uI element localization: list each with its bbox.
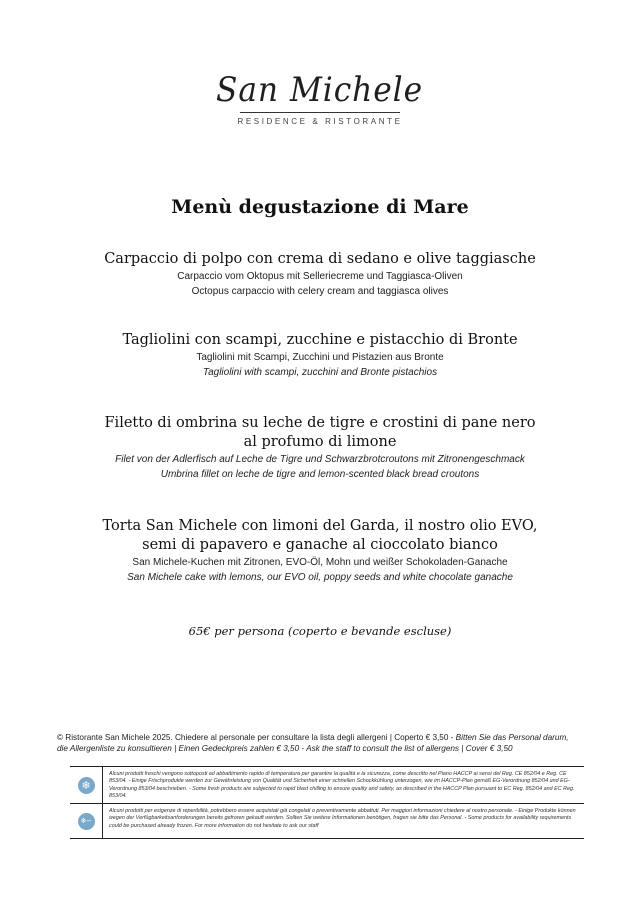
info-row-blast-chilled [70, 767, 584, 803]
course-4-italian-line2: semi di papavero e ganache al cioccolato bianco [142, 537, 498, 553]
info-row-frozen [70, 803, 584, 838]
course-1-italian: Carpaccio di polpo con crema di sedano e olive taggiasche [104, 251, 536, 267]
logo-underline [240, 112, 400, 113]
info-text-frozen: Alcuni prodotti per esigenze di reperibilità, potrebbero essere acquistati già congelati o preventivamente abbattuti. Per maggiori informazioni chiedere al nostro personale. - Einige Produkte können wegen der Verfügbarkeitsanforderungen bereits gefroren gekauft werden. Sollten Sie weitere Informationen benötigen, fragen sie bitte das Personal. - Some products for availability requirements could be purchased already frozen. For more information do not hesitate to ask our staff [109, 808, 576, 829]
course-3 [0, 414, 640, 482]
course-1-german: Carpaccio vom Oktopus mit Selleriecreme und Taggiasca-Oliven [177, 271, 463, 282]
course-3-english: Umbrina fillet on leche de tigre and lemon-scented black bread croutons [160, 469, 480, 480]
course-2-italian: Tagliolini con scampi, zucchine e pistacchio di Bronte [122, 332, 518, 348]
info-text-blast-chilled: Alcuni prodotti freschi vengono sottoposti ad abbattimento rapido di temperatura per garantire la qualità e la sicurezza, come descritto nel Piano HACCP ai sensi del Reg. CE 852/04 e Reg. CE 853/04. - Einige Frischprodukte werden zur Gewährleistung von Qualität und Sicherheit einer schnellen Schockkühlung unterzogen, wie im HACCP-Plan gemäß EG-Verordnung 852/04 und EG-Verordnung 853/04 beschrieben. - Some fresh products are subjected to rapid blast chilling to ensure quality and safety, as described in the HACCP Plan pursuant to EC Reg. 852/04 and EC Reg. 853/04. [109, 771, 575, 800]
course-2 [0, 331, 640, 380]
course-3-italian-line1: Filetto di ombrina su leche de tigre e crostini di pane nero [104, 415, 536, 431]
course-2-german: Tagliolini mit Scampi, Zucchini und Pistazien aus Bronte [196, 352, 444, 363]
course-4-italian-line1: Torta San Michele con limoni del Garda, il nostro olio EVO, [102, 518, 538, 534]
note-translations: Bitten Sie das Personal darum, die Allergenliste zu konsultieren | Einen Gedeckpreis zahlen € 3,50 - Ask the staff to consult the list of allergens | Cover € 3,50 [57, 733, 569, 753]
logo-name: San Michele [216, 70, 424, 110]
info-icon-cell [70, 804, 103, 838]
course-3-italian-line2: al profumo di limone [243, 434, 397, 450]
course-1-english: Octopus carpaccio with celery cream and taggiasca olives [191, 286, 449, 297]
course-3-german: Filet von der Adlerfisch auf Leche de Tigre und Schwarzbrotcroutons mit Zitronengeschmack [115, 454, 525, 465]
snowflake-icon: ❄ [78, 777, 95, 794]
course-2-english: Tagliolini with scampi, zucchini and Bronte pistachios [202, 367, 438, 378]
product-info-table [70, 766, 584, 839]
info-icon-cell [70, 767, 103, 803]
logo-subtitle: RESIDENCE & RISTORANTE [237, 117, 403, 126]
course-4-german: San Michele-Kuchen mit Zitronen, EVO-Öl, Mohn und weißer Schokoladen-Ganache [132, 557, 508, 568]
course-1 [0, 250, 640, 299]
course-4-english: San Michele cake with lemons, our EVO oil, poppy seeds and white chocolate ganache [127, 572, 513, 583]
menu-price: 65€ per persona (coperto e bevande escluse) [188, 624, 452, 638]
frozen-icon: ❄− [78, 813, 95, 830]
menu-title: Menù degustazione di Mare [171, 196, 469, 218]
note-italian: © Ristorante San Michele 2025. Chiedere al personale per consultare la lista degli allergeni | Coperto € 3,50 - [57, 733, 456, 742]
restaurant-logo [0, 70, 640, 126]
allergen-cover-note [57, 732, 577, 754]
course-4 [0, 517, 640, 585]
